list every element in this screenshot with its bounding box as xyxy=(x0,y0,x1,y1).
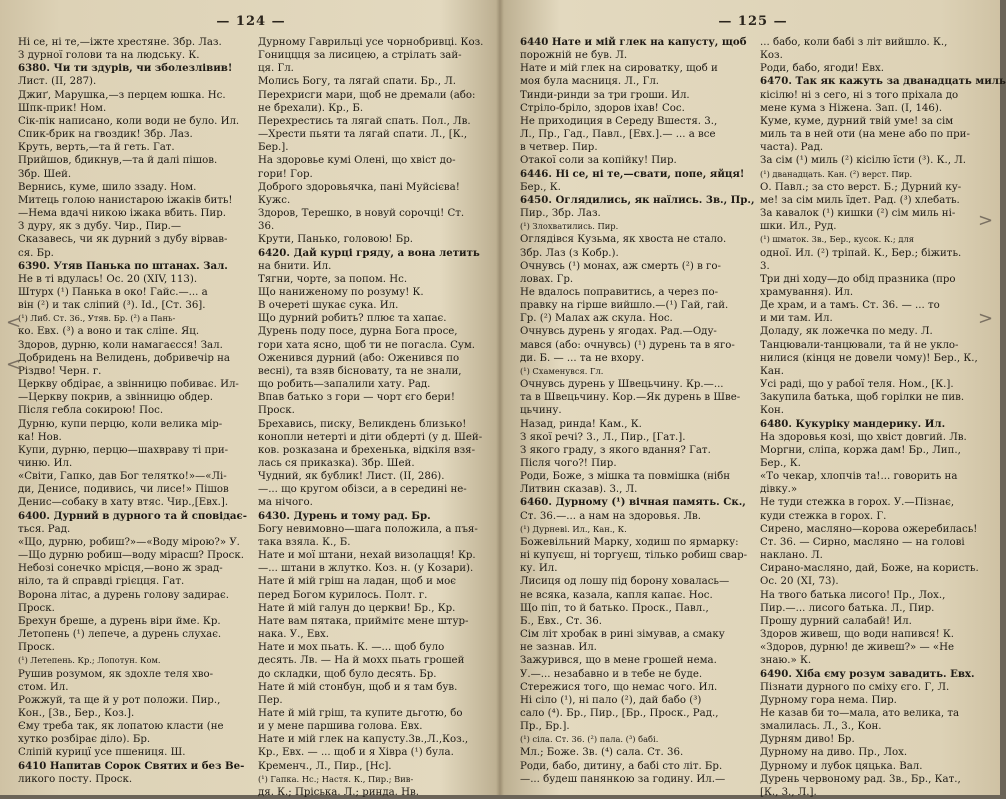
text-line: Ст. 36.—... а нам на здоровья. Лв. xyxy=(520,510,701,522)
text-line: 6490. Хіба єму розум завадить. Евх. xyxy=(760,667,975,680)
text-line: Нате и мій глек на капусту.3в.,Л.,Коз., xyxy=(258,734,469,746)
text-line: ди, Денисе, подивись, чи лисе!» Пішов xyxy=(18,484,229,496)
text-line: «То чекар, хлопчів та!... говорить на xyxy=(760,471,958,483)
text-line: 6410 Напитав Сорок Святих и без Ве- xyxy=(18,759,245,772)
text-line: одної. Ил. (²) тріпай. К., Бер.; біжить. xyxy=(760,247,962,259)
text-line: 6380. Чи ти здурів, чи зболезлівив! xyxy=(18,62,233,75)
text-line: Рожжуй, та ще й у рот положи. Пир., xyxy=(18,694,221,706)
text-line: перед Богом курилось. Полт. г. xyxy=(258,589,428,601)
text-line: (¹) Злохватились. Пир. xyxy=(520,221,619,232)
text-line: З дуру, як з дубу. Чир., Пир.— xyxy=(18,221,182,233)
text-line: Л., Пр., Гад., Павл., [Евх.].— ... а все xyxy=(520,129,716,141)
text-line: Роди, бабо, ягоди! Евх. xyxy=(760,63,884,75)
text-line: Дурню, купи перцю, коли велика мір- xyxy=(18,418,223,430)
text-line: Гр. (²) Малах аж скула. Нос. xyxy=(520,313,673,325)
text-line: що робить—запалили хату. Рад. xyxy=(258,379,431,391)
text-line: ликого посту. Проск. xyxy=(18,773,133,785)
text-line: «Здоров, дурню! де живеш?» — «Не xyxy=(760,642,955,654)
text-line: Впав батько з гори — чорт єго бери! xyxy=(258,392,455,404)
text-line: кісілю! ні з сего, ні з того пріхала до xyxy=(760,89,959,101)
text-line: Пізнати дурного по сміху єго. Г, Л. xyxy=(760,681,950,693)
text-line: Небозі сонечко мрісця,—воно ж зрад- xyxy=(18,563,223,575)
text-line: Пир., Збр. Лаз. xyxy=(520,208,601,220)
text-line: На здоровья козі, що хвіст довгий. Лв. xyxy=(760,431,967,443)
text-line: За кавалок (¹) кишки (²) сім миль ні- xyxy=(760,208,956,220)
text-line: —... штани в жлутко. Коз. н. (у Козари). xyxy=(258,563,474,575)
text-line: Нате и мох пьать. К. —... щоб було xyxy=(258,642,445,654)
text-line: Крути, Панько, головою! Бр. xyxy=(258,234,413,246)
text-line: правку на гірше вийшло.—(¹) Гай, гай. xyxy=(520,300,729,312)
text-line: Очнувсь дурень у ягодах. Рад.—Оду- xyxy=(520,326,717,338)
text-line: Очнувсь (¹) монах, аж смерть (²) в го- xyxy=(520,260,721,272)
left-page-column-1 xyxy=(18,36,247,785)
text-line: Кон. xyxy=(760,405,785,417)
left-page xyxy=(6,14,486,798)
text-line: Дурному и лубок цяцька. Вал. xyxy=(760,760,923,772)
text-line: Кужс. xyxy=(258,194,291,206)
text-line: ди. Б. — ... та не вхору. xyxy=(520,352,645,364)
text-line: Дурному Гаврильці усе чорнобривці. Коз. xyxy=(258,37,484,48)
text-line: миль та в ней оти (на мене або по при- xyxy=(760,129,970,141)
text-line: (¹) Гапка. Нс.; Настя. К., Пир.; Вив- xyxy=(258,773,414,784)
text-line: (¹) Схаменувся. Гл. xyxy=(520,365,604,376)
text-line: Що наниженому по розуму! К. xyxy=(258,286,424,298)
text-line: знаю.» К. xyxy=(760,655,812,667)
text-line: Нате и мої штани, нехай визолацця! Кр. xyxy=(258,550,476,562)
text-line: чиню. Ил. xyxy=(18,458,73,469)
text-line: гори! Гор. xyxy=(258,168,313,180)
text-line: Бер.]. xyxy=(258,142,289,154)
text-line: У.—... незабавно и в тебе не буде. xyxy=(520,668,703,680)
text-line: ко. Евх. (³) а воно и так сліпе. Яц. xyxy=(18,326,200,338)
text-line: Моргни, сліпа, коржа дам! Бр., Лип., xyxy=(760,444,961,456)
text-line: Оглядівся Кузьма, як хвоста не стало. xyxy=(520,234,727,246)
text-line: Ні сіло (¹), ні пало (²), дай бабо (³) xyxy=(520,694,702,706)
text-line: Летопень (¹) лепече, а дурень слухає. xyxy=(18,629,222,641)
text-line: Сім літ хробак в рині зімував, а смаку xyxy=(520,629,725,641)
text-line: За сім (¹) миль (²) кісілю їсти (³). К., Л. xyxy=(760,155,966,167)
text-line: 6430. Дурень и тому рад. Бр. xyxy=(258,509,431,522)
text-line: Дурень червоному рад. 3в., Бр., Кат., xyxy=(760,773,961,785)
text-line: Пр., Бр.]. xyxy=(520,721,570,733)
text-line: [К., 3., Л.]. xyxy=(760,786,817,798)
text-line: в четвер. Пир. xyxy=(520,142,598,154)
text-line: Стережися того, що немас чого. Ил. xyxy=(520,681,718,693)
text-line: Отакої соли за копійку! Пир. xyxy=(520,155,677,167)
text-line: стом. Ил. xyxy=(18,681,69,693)
text-line: змалилась. Л., 3., Кон. xyxy=(760,721,882,733)
text-line: Нате вам пятака, приймітє мене штур- xyxy=(258,615,469,627)
text-line: —... що кругом обізси, а в середині не- xyxy=(258,484,467,496)
text-line: нака. У., Евх. xyxy=(258,629,330,641)
text-line: Закупила батька, щоб горілки не пив. xyxy=(760,392,965,404)
margin-mark: > xyxy=(978,210,994,231)
text-line: ... бабо, коли бабі з літ вийшло. К., xyxy=(760,37,948,48)
text-line: Лист. (II, 287). xyxy=(18,76,97,88)
text-line: Ос. 20 (XI, 73). xyxy=(760,576,839,588)
text-line: «Що, дурню, робиш?»—«Воду мірою?» У. xyxy=(18,536,240,548)
text-line: З якого граду, з якого вдання? Гат. xyxy=(520,444,711,456)
text-line: Різдво! Черн. г. xyxy=(18,365,102,377)
text-line: (¹) Дурневі. Ил., Кан., К. xyxy=(520,523,627,534)
text-line: Мл.; Боже. 3в. (⁴) сала. Ст. 36. xyxy=(520,747,684,759)
text-line: 3. xyxy=(760,260,770,272)
text-line: на бнити. Ил. xyxy=(258,260,332,272)
text-line: ніло, та й справді грієцця. Гат. xyxy=(18,576,185,588)
text-line: Дурень поду посе, дурна Бога просе, xyxy=(258,326,458,338)
text-line: конопли нетерті и діти обдерті (у д. Шей- xyxy=(258,431,483,443)
text-line: —... будеш панянкою за годину. Ил.— xyxy=(520,773,726,785)
text-line: не зазнав. Ил. xyxy=(520,642,597,654)
text-line: Литвин сказав). 3., Л. xyxy=(520,484,638,496)
text-line: На твого батька лисого! Пр., Лох., xyxy=(760,589,946,601)
text-line: Після гебла сокирою! Пос. xyxy=(18,405,164,417)
text-line: Єму треба так, як лопатою класти (не xyxy=(18,721,224,733)
text-line: Джиґ, Марушка,—з перцем юшка. Нс. xyxy=(18,89,226,101)
text-line: 6446. Ні се, ні те,—свати, попе, яйця! xyxy=(520,167,745,180)
text-line: наклано. Л. xyxy=(760,550,823,562)
text-line: Танцювали-танцювали, та й не укло- xyxy=(760,339,959,351)
text-line: (¹) сіла. Ст. 36. (²) пала. (³) бабі. xyxy=(520,734,659,745)
text-line: Після чого?! Пир. xyxy=(520,458,617,469)
text-line: Зажурився, що в мене грошей нема. xyxy=(520,655,717,667)
text-line: Збр. Лаз (з Кобр.). xyxy=(520,247,619,259)
text-line: О. Павл.; за сто верст. Б.; Дурний ку- xyxy=(760,181,962,193)
margin-mark: < xyxy=(6,312,22,333)
right-page-column-2 xyxy=(760,36,1006,798)
text-line: Перехрисги мари, щоб не дремали (або: xyxy=(258,89,476,101)
text-line: не всяка, казала, капля капає. Нос. xyxy=(520,589,713,601)
text-line: Стріло-бріло, здоров іхав! Сос. xyxy=(520,102,685,114)
text-line: Лисиця од лошу під борону ховалась— xyxy=(520,576,730,588)
text-line: «Світи, Гапко, дав Бог телятко!»—«Лі- xyxy=(18,471,227,483)
text-line: ку. Ил. xyxy=(520,563,558,575)
text-line: Здоров живеш, що води напився! К. xyxy=(760,629,955,641)
text-line: —Нема вдачі никою іжака вбить. Пир. xyxy=(18,208,226,220)
text-line: Тягни, чорте, за попом. Нс. xyxy=(258,273,408,285)
text-line: Сирено, масляно—корова ожеребилась! xyxy=(760,523,978,535)
text-line: куди стежка в горох. Г. xyxy=(760,510,887,522)
text-line: Брехун бреше, а дурень віри йме. Кр. xyxy=(18,615,221,627)
text-line: Назад, ринда! Кам., К. xyxy=(520,418,642,430)
text-line: гори хата ясно, щоб ти не погасла. Сум. xyxy=(258,339,476,351)
text-line: весні), та взяв бісновату, та не знали, xyxy=(258,365,462,377)
text-line: Не казав би то—мала, ато велика, та xyxy=(760,707,960,719)
text-line: Кременч., Л., Пир., [Нс]. xyxy=(258,760,392,772)
text-line: Ворона літас, а дурень голову задирає. xyxy=(18,589,229,601)
text-line: Купи, дурню, перцю—шахвраву ті при- xyxy=(18,444,229,456)
text-line: Штурх (¹) Панька в око! Гайс.—... а xyxy=(18,286,208,298)
text-line: ться. Рад. xyxy=(18,523,71,535)
text-line: Богу невимовно—шага положила, а пъя- xyxy=(258,523,478,535)
margin-mark: > xyxy=(978,308,994,329)
text-line: Сік-пік написано, коли води не було. Ил. xyxy=(18,115,240,127)
text-line: Проск. xyxy=(18,642,55,654)
text-line: Ст. 36. — Сирно, масляно — на голові xyxy=(760,536,965,548)
text-line: Митець голою нанистарою іжаків бить! xyxy=(18,194,233,206)
text-line: Кон., [3в., Бер., Коз.]. xyxy=(18,707,135,719)
text-line: Не в ті вдулась! Ос. 20 (XIV, 113). xyxy=(18,273,198,285)
text-line: З якої речі? 3., Л., Пир., [Гат.]. xyxy=(520,431,686,443)
text-line: Нате й мій галун до церкви! Бр., Кр. xyxy=(258,602,456,614)
text-line: 6400. Дурний в дурного та й сповідає- xyxy=(18,509,247,522)
text-line: 6480. Кукурікy мандерику. Ил. xyxy=(760,417,946,430)
text-line: 6440 Нате и мій глек на капусту, щоб xyxy=(520,36,747,48)
text-line: На здоровье кумі Олені, що хвіст до- xyxy=(258,155,456,167)
text-line: ця. Гл. xyxy=(258,63,294,75)
text-line: (¹) шматок. 3в., Бер., кусок. К.; для xyxy=(760,234,914,245)
text-line: Кан. xyxy=(760,365,784,377)
text-line: Нате й мій стонбун, щоб и я там був. xyxy=(258,681,458,693)
text-line: сало (⁴). Бр., Пир., [Бр., Проск., Рад., xyxy=(520,707,719,719)
text-line: Денис—собаку в хату втяс. Чир.,[Евх.]. xyxy=(18,497,229,509)
text-line: ков. розказана и брехенька, відкіля взя- xyxy=(258,444,476,456)
text-line: хутко розбірає діло). Бр. xyxy=(18,734,151,746)
text-line: дя. К.; Пріська. Л.; ринда. Нв. xyxy=(258,786,419,798)
text-line: Усі раді, що у рабої теля. Ном., [К.]. xyxy=(760,379,954,391)
text-line: Коз. xyxy=(760,50,783,62)
text-line: Не вдалось поправитись, а через по- xyxy=(520,286,719,298)
text-line: мався (або: очнувсь) (¹) дурень та в яго- xyxy=(520,339,735,351)
text-line: Сказавесь, чи як дурний з дубу вірвав- xyxy=(18,234,228,246)
text-line: Куме, куме, дурний твій уме! за сім xyxy=(760,115,954,127)
text-line: —Хрести пьяти та лягай спати. Л., [К., xyxy=(258,129,468,141)
text-line: Б., Евх., Ст. 36. xyxy=(520,615,602,627)
text-line: —Що дурню робиш—воду мірасш? Проск. xyxy=(18,550,244,562)
text-line: Нате й мій гріш на ладан, щоб и моє xyxy=(258,576,456,588)
left-page-column-2 xyxy=(258,36,484,798)
text-line: 6420. Дай курці гряду, а вона летить xyxy=(258,246,480,259)
text-line: Дурному гора нема. Пир. xyxy=(760,694,897,706)
text-line: часта). Рад. xyxy=(760,142,824,154)
text-line: цьчину. xyxy=(520,405,562,417)
text-line: Тинди-ринди за три гроши. Ил. xyxy=(520,89,690,101)
text-line: Здоров, дурню, коли намагаєсся! Зал. xyxy=(18,339,223,351)
text-line: Очнувсь дурень у Швецьчину. Кр.—... xyxy=(520,379,724,391)
text-line: Доброго здоровьячка, пані Муйсієва! xyxy=(258,181,460,193)
text-line: Не туди стежка в горох. У.—Пізнає, xyxy=(760,497,955,509)
text-line: Бер., К. xyxy=(520,181,561,193)
text-line: храмування). Ил. xyxy=(760,286,854,298)
text-line: Нате й мій гріш, та купите дьготю, бо xyxy=(258,707,463,719)
text-line: ловах. Гр. xyxy=(520,273,574,285)
text-line: Церкву обдірає, а звінницю побиває. Ил- xyxy=(18,379,239,391)
right-page-column-1 xyxy=(520,36,755,785)
text-line: мене кума з Ніжена. Зап. (I, 146). xyxy=(760,102,943,114)
text-line: (¹) Либ. Ст. 36., Утяв. Бр. (²) а Пань- xyxy=(18,313,176,324)
text-line: Прошу дурний салабай! Ил. xyxy=(760,615,912,627)
text-line: не брехали). Кр., Б. xyxy=(258,102,364,114)
text-line: ме! за сім миль їдет. Рад. (³) хлебать. xyxy=(760,194,960,206)
text-line: Пер. xyxy=(258,694,283,706)
text-line: до складки, щоб було десять. Бр. xyxy=(258,668,437,680)
page-number: — 124 — xyxy=(216,14,286,29)
text-line: Що піп, то й батько. Проск., Павл., xyxy=(520,602,709,614)
text-line: Не приходиция в Середу Вшестя. 3., xyxy=(520,115,718,127)
text-line: десять. Лв. — На й мохх пьать грошей xyxy=(258,655,465,667)
text-line: Круть, верть,—та й геть. Гат. xyxy=(18,142,175,154)
text-line: Божевільний Марку, ходиш по ярмарку: xyxy=(520,536,739,548)
text-line: Що дурний робить? плює та хапає. xyxy=(258,313,447,325)
text-line: Шпк-прик! Ном. xyxy=(18,102,107,114)
text-line: и ми там. Ил. xyxy=(760,313,833,325)
text-line: 36. xyxy=(258,221,275,233)
text-line: він (²) и так сліпий (³). Id., [Ст. 36]. xyxy=(18,300,206,312)
text-line: Прийшов, бдикнув,—та й далі пішов. xyxy=(18,155,218,167)
text-line: Роди, бабо, дитину, а бабі сто літ. Бр. xyxy=(520,760,723,772)
text-line: Брехавись, писку, Великдень близько! xyxy=(258,418,467,430)
text-line: Збр. Шей. xyxy=(18,168,72,180)
text-line: ма нічого. xyxy=(258,497,313,509)
text-line: Проск. xyxy=(18,602,55,614)
text-line: порожній не був. Л. xyxy=(520,50,628,62)
margin-mark: < xyxy=(6,354,22,375)
text-line: Проск. xyxy=(258,405,295,417)
text-line: 6460. Дурному (¹) вічная память. Ск., xyxy=(520,496,746,509)
text-line: В очереті шукає сука. Ил. xyxy=(258,300,399,312)
text-line: Бер., К. xyxy=(760,458,801,469)
text-line: Рушив розумом, як здохле теля хво- xyxy=(18,668,214,680)
text-line: нилися (кінця не довели чому)! Бер., К., xyxy=(760,352,978,364)
text-line: Сирано-масляно, дай, Боже, на користь. xyxy=(760,563,979,575)
text-line: Добридень на Велидень, добривечір на xyxy=(18,352,230,364)
text-line: Здоров, Терешко, в новуй сорочці! Ст. xyxy=(258,208,465,220)
text-line: Спик-брик на гвоздик! Збр. Лаз. xyxy=(18,129,193,141)
text-line: Кр., Евх. — ... щоб и я Хівра (¹) була. xyxy=(258,747,454,759)
text-line: Дурням диво! Бр. xyxy=(760,734,855,746)
text-line: та в Швецьчину. Кор.—Як дурень в Шве- xyxy=(520,392,741,404)
text-line: Гониццця за лисицею, а стрілать зай- xyxy=(258,50,462,62)
text-line: Оженився дурний (або: Оженився по xyxy=(258,352,460,364)
text-line: Дурному на диво. Пр., Лох. xyxy=(760,747,908,759)
text-line: Вернись, куме, шило ззаду. Ном. xyxy=(18,181,197,193)
text-line: Ні се, ні те,—іжте хрестяне. Збр. Лаз. xyxy=(18,37,222,48)
text-line: ка! Нов. xyxy=(18,431,62,443)
text-line: ся. Бр. xyxy=(18,247,54,259)
text-line: лась ся приказка). Збр. Шей. xyxy=(258,458,415,469)
text-line: дівку.» xyxy=(760,484,798,496)
text-line: Молись Богу, та лягай спати. Бр., Л. xyxy=(258,76,456,88)
text-line: Доладу, як ложечка по меду. Л. xyxy=(760,326,933,338)
text-line: Перехрестись та лягай спать. Пол., Лв. xyxy=(258,115,471,127)
text-line: шки. Ил., Руд. xyxy=(760,221,837,233)
text-line: (¹) дванадцать. Кан. (²) верст. Пир. xyxy=(760,168,913,179)
text-line: 6450. Оглядились, як наїлись. 3в., Пр., xyxy=(520,193,755,206)
text-line: Три дні ходу—до обід празника (про xyxy=(760,273,956,285)
text-line: Сліпій курицї усе пшениця. Ш. xyxy=(18,747,186,759)
right-page xyxy=(518,14,1006,798)
text-line: моя була масниця. Л., Гл. xyxy=(520,76,660,88)
text-line: Роди, Боже, з мішка та повмішка (нібн xyxy=(520,471,731,483)
text-line: (¹) Летепень. Кр.; Лопотун. Ком. xyxy=(18,655,161,666)
text-line: Нате и мій глек на сироватку, щоб и xyxy=(520,63,718,75)
text-line: Чудний, як бублик! Лист. (II, 286). xyxy=(258,471,445,483)
text-line: З дурної голови та на людську. К. xyxy=(18,50,200,62)
text-line: Пир.—... лисого батька. Л., Пир. xyxy=(760,602,935,614)
text-line: —Церкву покрив, а звінницю обдер. xyxy=(18,392,213,404)
text-line: Де храм, и а тамъ. Ст. 36. — ... то xyxy=(760,300,940,312)
page-number: — 125 — xyxy=(718,14,788,29)
text-line: ні купуєш, ні торгуєш, тілько робиш свар- xyxy=(520,550,748,562)
text-line: така взяла. К., Б. xyxy=(258,536,351,548)
text-line: и у мене паршива голова. Евх. xyxy=(258,721,423,733)
text-line: 6470. Так як кажуть за дванадцать миль xyxy=(760,75,1006,88)
text-line: 6390. Утяв Панька по штанах. Зал. xyxy=(18,259,228,272)
